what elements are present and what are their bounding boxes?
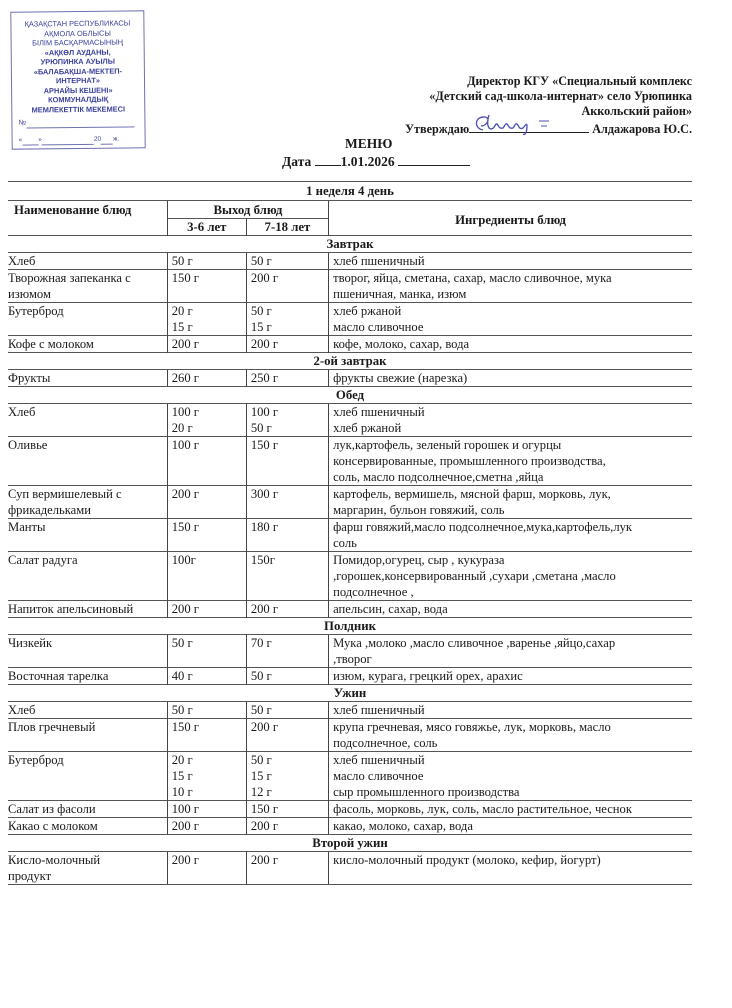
dish-row [8, 486, 692, 519]
section-row [8, 835, 692, 852]
signature-icon [469, 112, 579, 136]
portion-young-cell [167, 719, 246, 752]
date-blank-left [315, 165, 341, 166]
portion-young-cell [167, 601, 246, 618]
dish-name-line: фрикадельками [8, 503, 91, 517]
approval-line-2: «Детский сад-школа-интернат» село Урюпинка [429, 89, 692, 103]
dish-name-line: Восточная тарелка [8, 669, 109, 683]
portion-young-cell [167, 668, 246, 685]
portion-old-cell [246, 852, 328, 885]
stamp-line: «АҚКӨЛ АУДАНЫ, [44, 47, 111, 57]
portion-young-cell [167, 370, 246, 387]
portion-old-cell [246, 752, 328, 801]
portion-old-line: 50 г [250, 753, 272, 767]
dish-name-cell [8, 486, 167, 519]
section-row [8, 387, 692, 404]
portion-old-line: 200 г [250, 720, 279, 734]
portion-old-line: 200 г [250, 602, 279, 616]
ingredients-line: какао, молоко, сахар, вода [333, 819, 473, 833]
dish-row [8, 719, 692, 752]
portion-old-line: 150 г [250, 802, 279, 816]
ingredients-line: хлеб ржаной [333, 421, 402, 435]
ingredients-line: фасоль, морковь, лук, соль, масло растительное, чеснок [333, 802, 632, 816]
dish-name-line: Творожная запеканка с [8, 271, 131, 285]
dish-name-cell [8, 519, 167, 552]
portion-young-cell [167, 519, 246, 552]
ingredients-cell [329, 303, 692, 336]
dish-name-line: Бутерброд [8, 753, 64, 767]
dish-name-cell [8, 552, 167, 601]
portion-old-cell [246, 303, 328, 336]
stamp-line: МЕМЛЕКЕТТІК МЕКЕМЕСІ [31, 104, 126, 114]
portion-old-line: 100 г [250, 405, 279, 419]
ingredients-cell [329, 437, 692, 486]
dish-name-cell [8, 404, 167, 437]
portion-old-line: 200 г [250, 819, 279, 833]
portion-young-line: 100 г [171, 802, 199, 816]
portion-young-cell [167, 752, 246, 801]
ingredients-line: изюм, курага, грецкий орех, арахис [333, 669, 523, 683]
portion-young-cell [167, 852, 246, 885]
dish-name-cell [8, 303, 167, 336]
ingredients-line: крупа гречневая, мясо говяжье, лук, морковь, масло [333, 720, 611, 734]
portion-old-cell [246, 818, 328, 835]
dish-name-line: Салат из фасоли [8, 802, 96, 816]
ingredients-line: сыр промышленного производства [333, 785, 520, 799]
dish-row [8, 668, 692, 685]
dish-name-cell [8, 437, 167, 486]
ingredients-line: масло сливочное [333, 320, 424, 334]
approve-signature-line [405, 120, 692, 137]
dish-name-line: изюмом [8, 287, 51, 301]
dish-name-line: Какао с молоком [8, 819, 98, 833]
stamp-year-prefix: 20 [93, 135, 102, 143]
ingredients-line: Помидор,огурец, сыр , кукураза [333, 553, 505, 567]
dish-row [8, 404, 692, 437]
portion-young-line: 50 г [171, 254, 193, 268]
portion-young-line: 200 г [171, 853, 199, 867]
stamp-text [11, 18, 144, 114]
portion-young-line: 200 г [171, 337, 199, 351]
header-output: Выход блюд [167, 201, 328, 219]
ingredients-cell [329, 253, 692, 270]
ingredients-line: пшеничная, манка, изюм [333, 287, 467, 301]
approve-label: Утверждаю [405, 122, 470, 136]
portion-old-line: 200 г [250, 337, 279, 351]
date-value: 1.01.2026 [340, 154, 395, 169]
portion-young-line: 40 г [171, 669, 193, 683]
ingredients-line: картофель, вермишель, мясной фарш, морковь, лук, [333, 487, 611, 501]
portion-old-cell [246, 270, 328, 303]
ingredients-line: ,горошек,консервированный ,сухари ,сметана ,масло [333, 569, 616, 583]
ingredients-cell [329, 818, 692, 835]
stamp-line: КОММУНАЛДЫҚ [48, 94, 109, 105]
portion-old-line: 150г [250, 553, 275, 567]
portion-young-cell [167, 552, 246, 601]
portion-old-line: 50 г [250, 703, 272, 717]
ingredients-line: Мука ,молоко ,масло сливочное ,варенье ,яйцо,сахар [333, 636, 616, 650]
portion-old-line: 200 г [250, 271, 279, 285]
dish-name-line: Хлеб [8, 703, 36, 717]
portion-old-cell [246, 635, 328, 668]
portion-old-line: 300 г [250, 487, 279, 501]
dish-row [8, 752, 692, 801]
approval-line-1: Директор КГУ «Специальный комплекс [467, 74, 692, 88]
official-stamp [10, 10, 145, 149]
portion-old-cell [246, 668, 328, 685]
stamp-line: АҚМОЛА ОБЛЫСЫ [44, 28, 111, 38]
dish-name-cell [8, 336, 167, 353]
dish-name-line: Кофе с молоком [8, 337, 94, 351]
portion-old-cell [246, 253, 328, 270]
ingredients-cell [329, 801, 692, 818]
stamp-day-blank [22, 144, 38, 145]
week-day-label: 1 неделя 4 день [8, 182, 692, 201]
dish-name-line: Салат радуга [8, 553, 78, 567]
portion-young-cell [167, 253, 246, 270]
portion-young-line: 20 г [171, 421, 193, 435]
portion-young-line: 20 г [171, 304, 193, 318]
section-row [8, 685, 692, 702]
dish-row [8, 370, 692, 387]
portion-young-cell [167, 303, 246, 336]
portion-old-cell [246, 702, 328, 719]
section-row [8, 236, 692, 253]
ingredients-line: подсолнечное , [333, 585, 414, 599]
header-age-old: 7-18 лет [246, 219, 328, 236]
dish-name-cell [8, 702, 167, 719]
portion-young-cell [167, 635, 246, 668]
ingredients-line: кисло-молочный продукт (молоко, кефир, йогурт) [333, 853, 601, 867]
ingredients-cell [329, 370, 692, 387]
portion-old-cell [246, 370, 328, 387]
dish-name-line: Бутерброд [8, 304, 64, 318]
dish-name-line: Манты [8, 520, 46, 534]
signatory-name: Алдажарова Ю.С. [592, 122, 692, 136]
stamp-line: АРНАЙЫ КЕШЕНІ» [43, 85, 113, 95]
dish-name-line: продукт [8, 869, 52, 883]
stamp-year-blank [101, 143, 113, 144]
portion-young-line: 200 г [171, 819, 199, 833]
dish-name-cell [8, 270, 167, 303]
dish-name-line: Плов гречневый [8, 720, 96, 734]
portion-young-line: 150 г [171, 520, 199, 534]
menu-body [8, 236, 692, 885]
stamp-date-open-quote: « [18, 136, 23, 144]
menu-table [8, 181, 692, 885]
stamp-month-blank [42, 143, 94, 145]
stamp-number-blank [26, 126, 134, 128]
portion-young-line: 20 г [171, 753, 193, 767]
stamp-line: ҚАЗАҚСТАН РЕСПУБЛИКАСЫ [24, 18, 131, 29]
dish-row [8, 702, 692, 719]
portion-old-line: 250 г [250, 371, 279, 385]
portion-young-line: 15 г [171, 320, 193, 334]
dish-name-cell [8, 801, 167, 818]
ingredients-cell [329, 601, 692, 618]
portion-old-line: 150 г [250, 438, 279, 452]
portion-young-cell [167, 801, 246, 818]
portion-old-cell [246, 486, 328, 519]
document-title: МЕНЮ [345, 136, 393, 151]
ingredients-cell [329, 519, 692, 552]
approval-block [405, 74, 692, 137]
stamp-year-suffix: ж. [113, 135, 120, 143]
section-title: Полдник [8, 618, 692, 635]
dish-row [8, 552, 692, 601]
portion-old-cell [246, 404, 328, 437]
ingredients-line: соль, масло подсолнечное,сметна ,яйца [333, 470, 544, 484]
portion-young-line: 100г [171, 553, 196, 567]
ingredients-line: соль [333, 536, 357, 550]
ingredients-cell [329, 702, 692, 719]
portion-young-line: 15 г [171, 769, 193, 783]
dish-name-line: Суп вермишелевый с [8, 487, 122, 501]
ingredients-line: хлеб ржаной [333, 304, 402, 318]
dish-row [8, 270, 692, 303]
portion-old-line: 200 г [250, 853, 279, 867]
portion-young-line: 150 г [171, 720, 199, 734]
ingredients-line: подсолнечное, соль [333, 736, 438, 750]
ingredients-line: творог, яйца, сметана, сахар, масло сливочное, мука [333, 271, 612, 285]
section-title: Ужин [8, 685, 692, 702]
ingredients-cell [329, 552, 692, 601]
portion-old-line: 180 г [250, 520, 279, 534]
dish-name-cell [8, 253, 167, 270]
portion-old-line: 15 г [250, 320, 272, 334]
portion-old-cell [246, 519, 328, 552]
portion-old-cell [246, 601, 328, 618]
dish-row [8, 601, 692, 618]
ingredients-cell [329, 486, 692, 519]
ingredients-line: лук,картофель, зеленый горошек и огурцы [333, 438, 562, 452]
section-title: Второй ужин [8, 835, 692, 852]
ingredients-cell [329, 336, 692, 353]
ingredients-line: хлеб пшеничный [333, 254, 425, 268]
ingredients-line: кофе, молоко, сахар, вода [333, 337, 470, 351]
ingredients-cell [329, 404, 692, 437]
dish-row [8, 519, 692, 552]
portion-old-line: 50 г [250, 669, 272, 683]
ingredients-line: маргарин, бульон говяжий, соль [333, 503, 505, 517]
dish-name-line: Оливье [8, 438, 48, 452]
portion-old-cell [246, 437, 328, 486]
portion-old-cell [246, 719, 328, 752]
dish-name-line: Чизкейк [8, 636, 53, 650]
section-row [8, 353, 692, 370]
ingredients-cell [329, 270, 692, 303]
dish-row [8, 635, 692, 668]
dish-row [8, 303, 692, 336]
ingredients-cell [329, 668, 692, 685]
portion-young-cell [167, 486, 246, 519]
ingredients-cell [329, 719, 692, 752]
ingredients-line: хлеб пшеничный [333, 703, 425, 717]
date-blank-right [398, 165, 470, 166]
header-dish-name: Наименование блюд [8, 201, 167, 236]
portion-young-cell [167, 336, 246, 353]
dish-name-line: Фрукты [8, 371, 51, 385]
dish-row [8, 336, 692, 353]
dish-name-cell [8, 719, 167, 752]
header-ingredients: Ингредиенты блюд [329, 201, 692, 236]
ingredients-cell [329, 635, 692, 668]
dish-row [8, 852, 692, 885]
header-age-young: 3-6 лет [167, 219, 246, 236]
portion-old-line: 70 г [250, 636, 272, 650]
date-row [282, 154, 470, 169]
stamp-line: УРЮПИНКА АУЫЛЫ [40, 56, 116, 67]
dish-name-line: Хлеб [8, 405, 36, 419]
dish-name-cell [8, 668, 167, 685]
dish-name-cell [8, 852, 167, 885]
portion-old-line: 50 г [250, 421, 272, 435]
dish-name-cell [8, 370, 167, 387]
portion-young-cell [167, 270, 246, 303]
ingredients-cell [329, 852, 692, 885]
portion-old-cell [246, 552, 328, 601]
ingredients-line: апельсин, сахар, вода [333, 602, 448, 616]
portion-young-line: 50 г [171, 636, 193, 650]
portion-old-line: 50 г [250, 254, 272, 268]
portion-old-line: 12 г [250, 785, 272, 799]
dish-name-cell [8, 635, 167, 668]
stamp-date-line [19, 134, 139, 145]
dish-name-line: Напиток апельсиновый [8, 602, 134, 616]
date-label: Дата [282, 154, 312, 169]
stamp-line: БІЛІМ БАСҚАРМАСЫНЫҢ [32, 37, 124, 48]
portion-young-cell [167, 818, 246, 835]
portion-young-line: 260 г [171, 371, 199, 385]
stamp-date-close-quote: » [38, 136, 42, 144]
portion-young-line: 100 г [171, 405, 199, 419]
stamp-line: «БАЛАБАҚША-МЕКТЕП-ИНТЕРНАТ» [33, 66, 123, 86]
dish-row [8, 437, 692, 486]
dish-row [8, 253, 692, 270]
portion-young-line: 150 г [171, 271, 199, 285]
ingredients-line: фрукты свежие (нарезка) [333, 371, 468, 385]
dish-name-line: Кисло-молочный [8, 853, 101, 867]
portion-young-line: 10 г [171, 785, 193, 799]
dish-name-line: Хлеб [8, 254, 36, 268]
portion-old-cell [246, 801, 328, 818]
dish-name-cell [8, 601, 167, 618]
portion-young-line: 100 г [171, 438, 199, 452]
stamp-number-label: № [18, 119, 27, 127]
ingredients-line: фарш говяжий,масло подсолнечное,мука,картофель,лук [333, 520, 633, 534]
portion-old-cell [246, 336, 328, 353]
portion-young-line: 200 г [171, 487, 199, 501]
approval-line-3: Аккольский район» [581, 104, 692, 118]
portion-young-line: 50 г [171, 703, 193, 717]
portion-young-cell [167, 702, 246, 719]
dish-row [8, 801, 692, 818]
signature-field [469, 120, 589, 133]
ingredients-line: хлеб пшеничный [333, 753, 425, 767]
ingredients-line: хлеб пшеничный [333, 405, 425, 419]
portion-young-line: 200 г [171, 602, 199, 616]
ingredients-line: ,творог [333, 652, 372, 666]
section-title: Завтрак [8, 236, 692, 253]
portion-old-line: 15 г [250, 769, 272, 783]
stamp-number-line [18, 117, 138, 128]
dish-name-cell [8, 818, 167, 835]
portion-young-cell [167, 404, 246, 437]
week-day-row [8, 182, 692, 201]
section-title: 2-ой завтрак [8, 353, 692, 370]
ingredients-cell [329, 752, 692, 801]
ingredients-line: консервированные, промышленного производства, [333, 454, 606, 468]
dish-row [8, 818, 692, 835]
ingredients-line: масло сливочное [333, 769, 424, 783]
header-row [8, 201, 692, 219]
section-row [8, 618, 692, 635]
portion-old-line: 50 г [250, 304, 272, 318]
section-title: Обед [8, 387, 692, 404]
portion-young-cell [167, 437, 246, 486]
dish-name-cell [8, 752, 167, 801]
